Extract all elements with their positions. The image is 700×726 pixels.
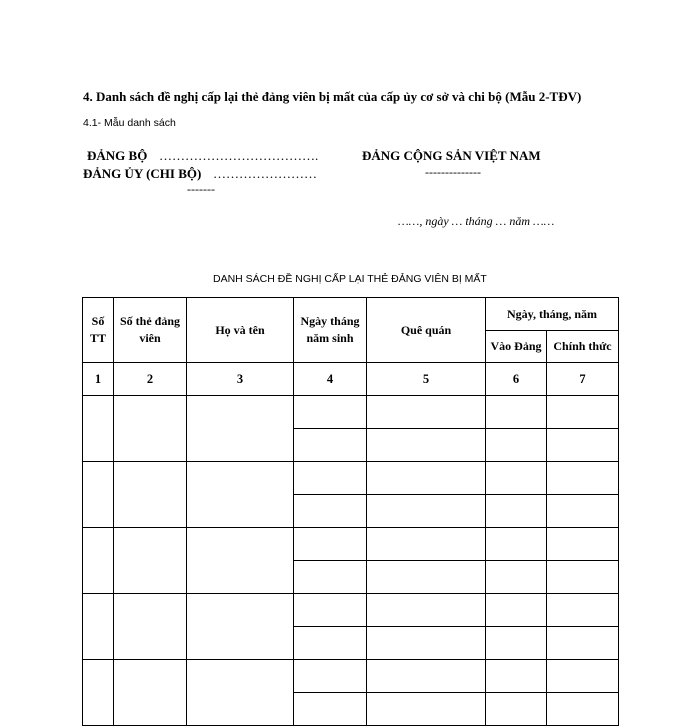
empty-cell (547, 693, 619, 726)
empty-cell (294, 693, 367, 726)
empty-cell (547, 396, 619, 429)
divider-dashes-left: ------- (187, 182, 215, 196)
empty-cell (367, 462, 486, 495)
empty-cell (367, 429, 486, 462)
empty-cell (486, 594, 547, 627)
empty-cell (294, 528, 367, 561)
table-row (83, 660, 619, 693)
empty-cell (486, 429, 547, 462)
empty-cell (547, 495, 619, 528)
header-card-line1: Số thẻ đảng (119, 314, 181, 328)
empty-cell (547, 594, 619, 627)
empty-cell (294, 462, 367, 495)
empty-cell (83, 462, 114, 528)
empty-cell (187, 396, 294, 462)
empty-cell (294, 396, 367, 429)
column-number: 5 (367, 363, 486, 396)
empty-cell (367, 660, 486, 693)
header-card-number (114, 298, 187, 363)
empty-cell (547, 429, 619, 462)
committee-blank: …………………… (213, 166, 317, 181)
header-dob-line1: Ngày tháng (300, 314, 360, 328)
empty-cell (367, 594, 486, 627)
header-stt (83, 298, 114, 363)
party-committee-label: ĐẢNG BỘ (87, 148, 148, 163)
table-row (83, 594, 619, 627)
empty-cell (114, 528, 187, 594)
header-dates-group: Ngày, tháng, năm (486, 298, 619, 331)
header-official-date: Chính thức (547, 331, 619, 363)
header-card-line2: viên (139, 331, 161, 345)
subsection-heading: 4.1- Mẫu danh sách (83, 117, 176, 129)
date-line: ……, ngày … tháng … năm …… (398, 214, 555, 228)
header-date-of-birth (294, 298, 367, 363)
header-hometown: Quê quán (367, 298, 486, 363)
empty-cell (294, 594, 367, 627)
empty-cell (83, 396, 114, 462)
section-heading: 4. Danh sách đề nghị cấp lại thẻ đảng viên bị mất của cấp ủy cơ sở và chi bộ (Mẫu 2-TĐV) (83, 89, 582, 104)
header-full-name: Họ và tên (187, 298, 294, 363)
empty-cell (547, 660, 619, 693)
column-number-row (83, 363, 619, 396)
empty-cell (187, 660, 294, 726)
empty-cell (187, 462, 294, 528)
column-number: 2 (114, 363, 187, 396)
empty-cell (294, 561, 367, 594)
table-row (83, 528, 619, 561)
empty-cell (486, 660, 547, 693)
empty-cell (367, 396, 486, 429)
column-number: 4 (294, 363, 367, 396)
empty-cell (294, 660, 367, 693)
empty-cell (486, 495, 547, 528)
divider-dashes-right: -------------- (425, 165, 481, 179)
empty-cell (294, 429, 367, 462)
header-join-date: Vào Đảng (486, 331, 547, 363)
empty-cell (486, 561, 547, 594)
empty-cell (83, 660, 114, 726)
empty-cell (547, 627, 619, 660)
empty-cell (83, 528, 114, 594)
table-header-row (83, 298, 619, 331)
party-name: ĐẢNG CỘNG SẢN VIỆT NAM (362, 148, 541, 163)
empty-cell (367, 561, 486, 594)
committee-label: ĐẢNG ỦY (CHI BỘ) (83, 166, 202, 181)
table-row (83, 462, 619, 495)
empty-cell (486, 528, 547, 561)
empty-cell (367, 495, 486, 528)
empty-cell (367, 627, 486, 660)
empty-cell (367, 693, 486, 726)
empty-cell (114, 396, 187, 462)
empty-cell (367, 528, 486, 561)
empty-cell (486, 396, 547, 429)
empty-cell (486, 462, 547, 495)
empty-cell (294, 627, 367, 660)
empty-cell (187, 528, 294, 594)
empty-cell (114, 594, 187, 660)
empty-cell (547, 561, 619, 594)
empty-cell (547, 462, 619, 495)
header-stt-line1: Số (91, 314, 105, 328)
table-row (83, 396, 619, 429)
column-number: 1 (83, 363, 114, 396)
column-number: 3 (187, 363, 294, 396)
empty-cell (486, 693, 547, 726)
member-list-table (82, 297, 619, 726)
list-title: DANH SÁCH ĐỀ NGHỊ CẤP LẠI THẺ ĐẢNG VIÊN BỊ MẤT (213, 273, 487, 285)
empty-cell (486, 627, 547, 660)
header-stt-line2: TT (89, 331, 106, 345)
empty-cell (83, 594, 114, 660)
empty-cell (294, 495, 367, 528)
header-dob-line2: năm sinh (306, 331, 354, 345)
empty-cell (187, 594, 294, 660)
column-number: 6 (486, 363, 547, 396)
empty-cell (114, 462, 187, 528)
empty-cell (114, 660, 187, 726)
empty-cell (547, 528, 619, 561)
party-committee-blank: ………………………………. (159, 148, 319, 163)
column-number: 7 (547, 363, 619, 396)
